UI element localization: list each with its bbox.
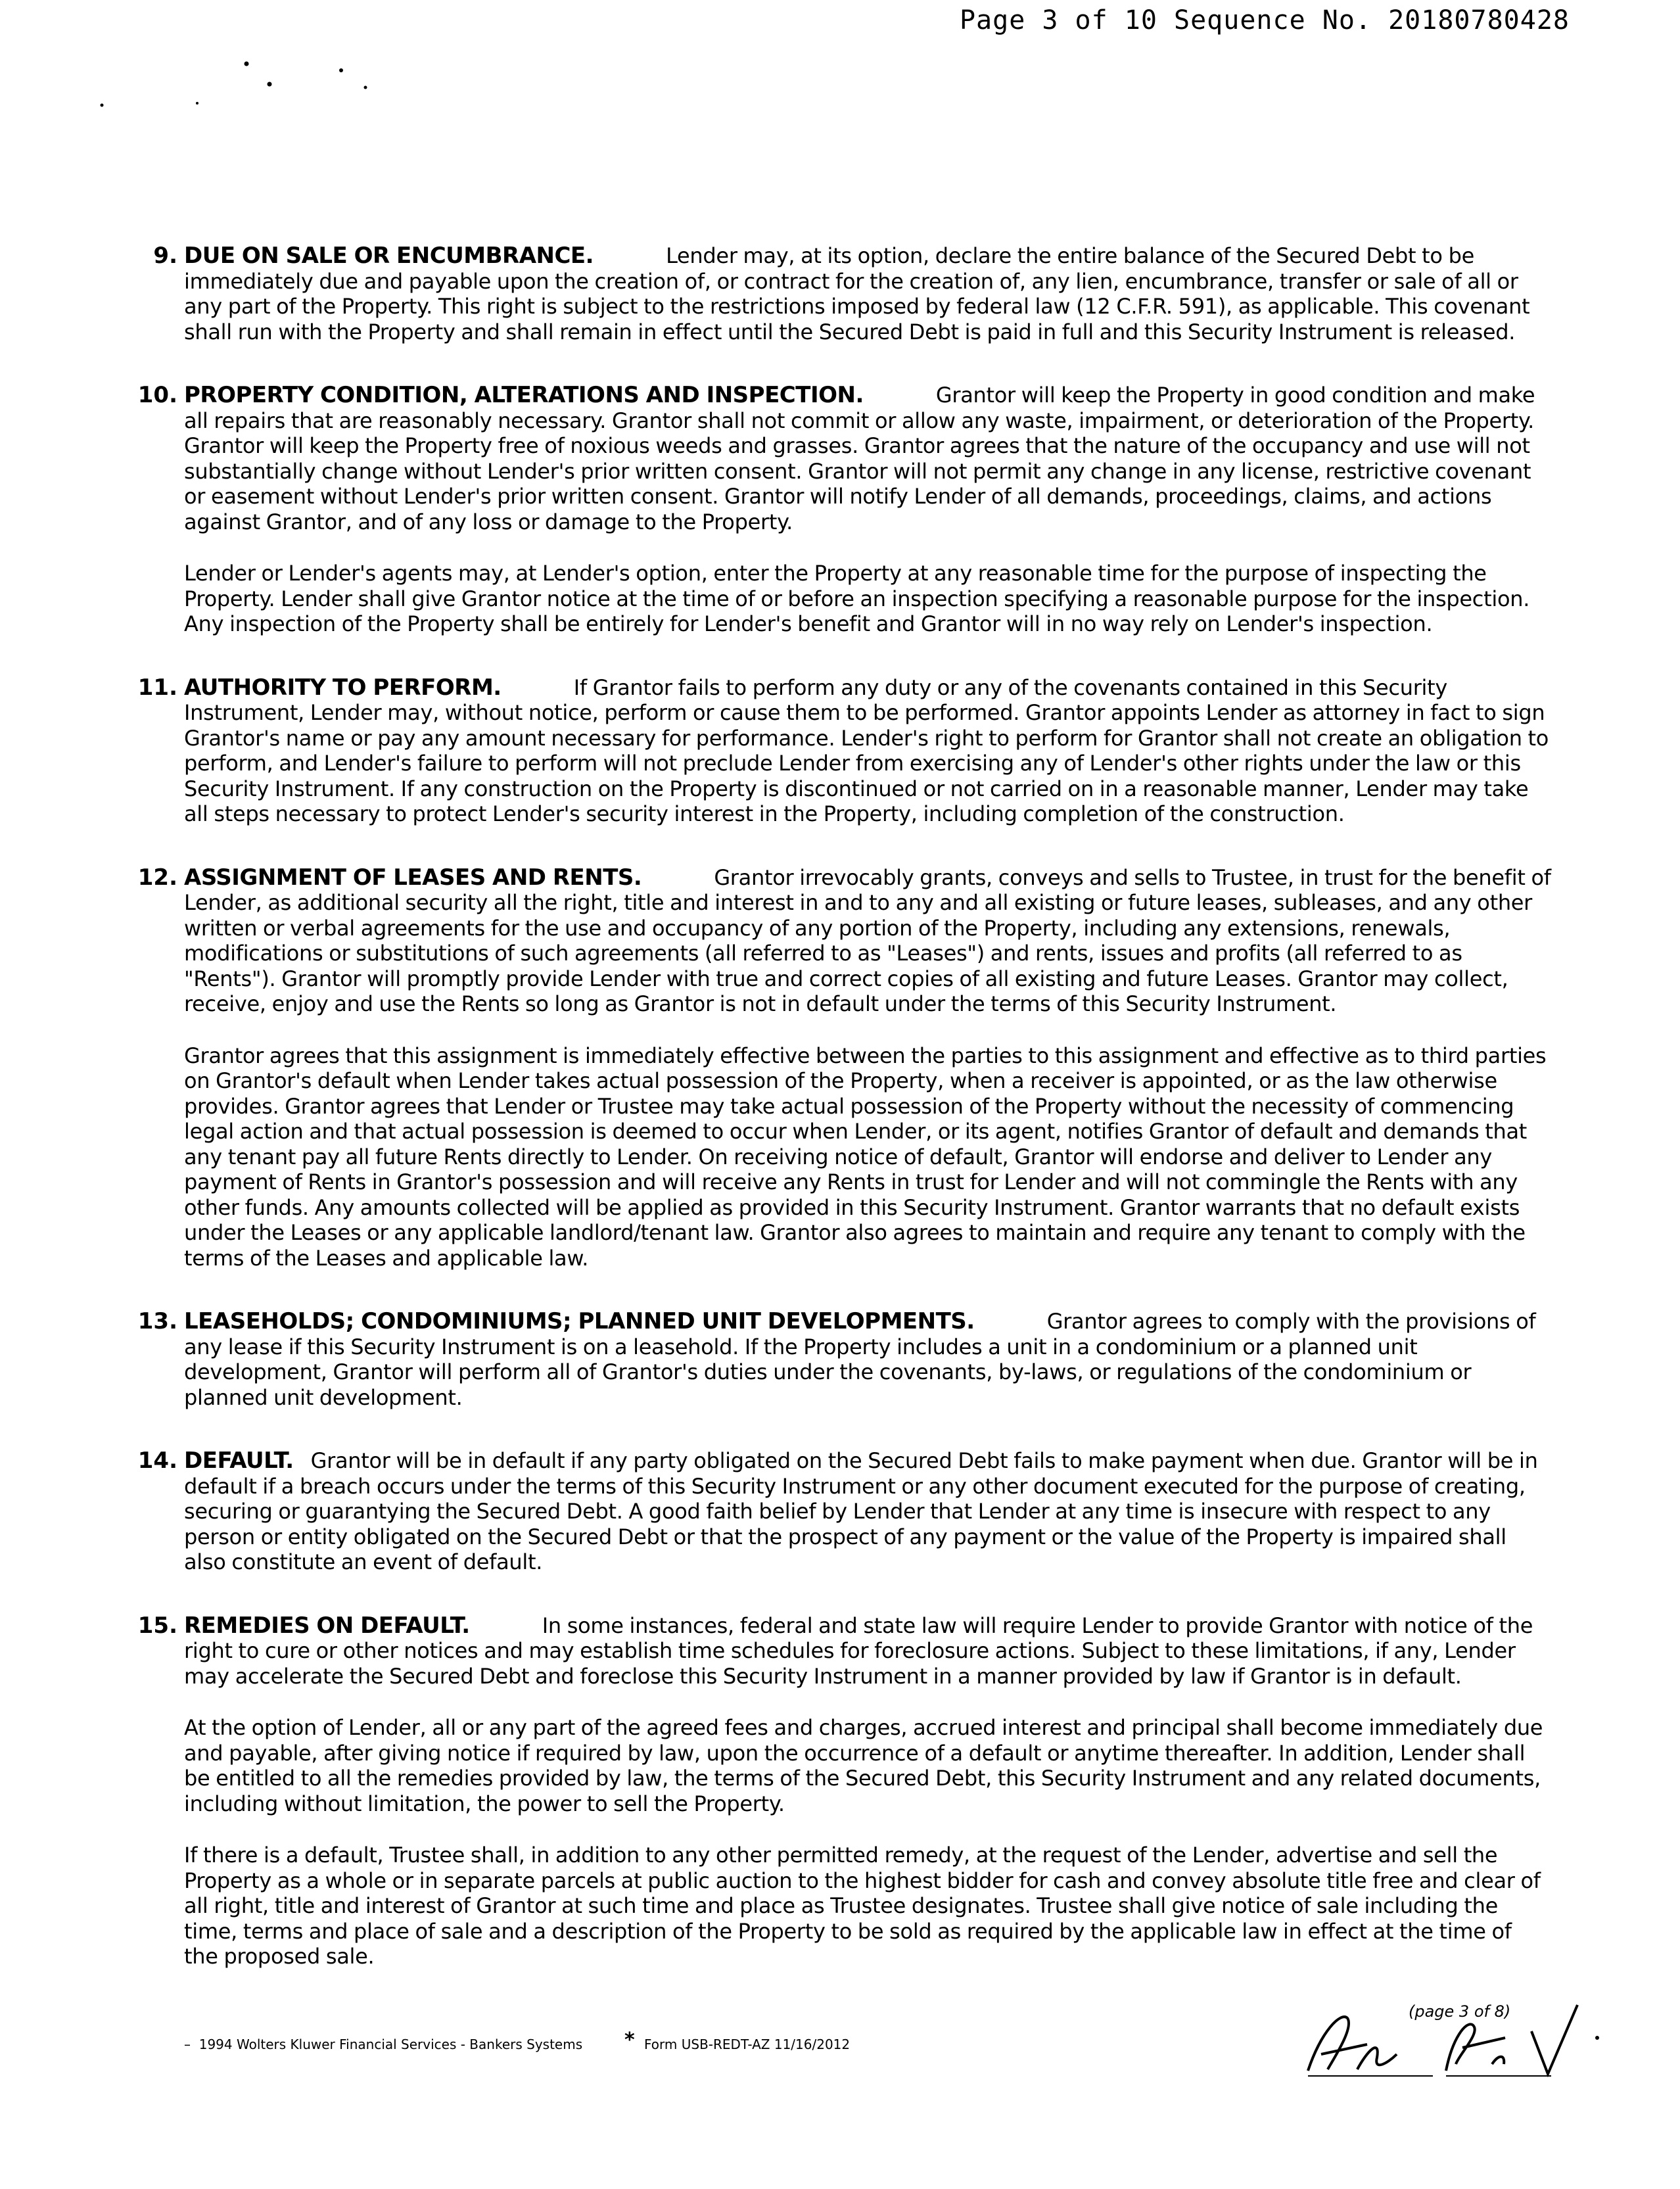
asterisk-mark: * bbox=[624, 2029, 635, 2052]
section-number: 14. bbox=[137, 1448, 177, 1474]
section-paragraph: Lender or Lender's agents may, at Lender's option, enter the Property at any reasonable time for the purpose of inspecting the Property. Lender shall give Grantor notice at the time of or before an inspection specifying a reasonable purpose for the inspection. Any inspection of the Property shall be entirely for Lender's benefit and Grantor will in no way rely on Lender's inspection. bbox=[184, 561, 1530, 636]
section-11 bbox=[131, 675, 1551, 827]
section-heading: DUE ON SALE OR ENCUMBRANCE. bbox=[184, 243, 594, 269]
section-paragraph: DEFAULT. Grantor will be in default if any party obligated on the Secured Debt fails to make payment when due. Grantor will be in default if a breach occurs under the terms of this Security Instrument or any other document executed for the purpose of creating, securing or guarantying the Secured Debt. A good faith belief by Lender that Lender at any time is insecure with respect to any person or entity obligated on the Secured Debt or that the prospect of any payment or the value of the Property is impaired shall also constitute an event of default. bbox=[184, 1448, 1538, 1574]
document-body bbox=[131, 243, 1551, 2008]
section-number: 10. bbox=[137, 382, 177, 408]
section-heading: ASSIGNMENT OF LEASES AND RENTS. bbox=[184, 864, 642, 891]
section-number: 13. bbox=[137, 1308, 177, 1334]
section-paragraph: ASSIGNMENT OF LEASES AND RENTS. Grantor irrevocably grants, conveys and sells to Trustee, in trust for the benefit of Lender, as additional security all the right, title and interest in and to any and all existing or future leases, subleases, and any other written or verbal agreements for the use and occupancy of any portion of the Property, including any extensions, renewals, modifications or substitutions of such agreements (all referred to as "Leases") and rents, issues and profits (all referred to as "Rents"). Grantor will promptly provide Lender with true and correct copies of all existing and future Leases. Grantor may collect, receive, enjoy and use the Rents so long as Grantor is not in default under the terms of this Security Instrument. bbox=[184, 864, 1551, 1016]
section-paragraph: Grantor agrees that this assignment is immediately effective between the parties to this assignment and effective as to third parties on Grantor's default when Lender takes actual possession of the Property, when a receiver is appointed, or as the law otherwise provides. Grantor agrees that Lender or Trustee may take actual possession of the Property without the necessity of commencing legal action and that actual possession is deemed to occur when Lender, or its agent, notifies Grantor of default and demands that any tenant pay all future Rents directly to Lender. On receiving notice of default, Grantor will endorse and deliver to Lender any payment of Rents in Grantor's possession and will receive any Rents in trust for Lender and will not commingle the Rents with any other funds. Any amounts collected will be applied as provided in this Security Instrument. Grantor warrants that no default exists under the Leases or any applicable landlord/tenant law. Grantor also agrees to maintain and require any tenant to comply with the terms of the Leases and applicable law. bbox=[184, 1043, 1547, 1271]
scan-specks bbox=[0, 0, 394, 131]
section-heading: REMEDIES ON DEFAULT. bbox=[184, 1612, 470, 1639]
section-number: 9. bbox=[153, 243, 177, 269]
section-paragraph: If there is a default, Trustee shall, in addition to any other permitted remedy, at the request of the Lender, advertise and sell the Property as a whole or in separate parcels at public auction to the highest bidder for cash and convey absolute title free and clear of all right, title and interest of Grantor at such time and place as Trustee designates. Trustee shall give notice of sale including the time, terms and place of sale and a description of the Property to be sold as required by the applicable law in effect at the time of the proposed sale. bbox=[184, 1843, 1541, 1969]
section-paragraph: REMEDIES ON DEFAULT. In some instances, federal and state law will require Lender to provide Grantor with notice of the right to cure or other notices and may establish time schedules for foreclosure actions. Subject to these limitations, if any, Lender may accelerate the Secured Debt and foreclose this Security Instrument in a manner provided by law if Grantor is in default. bbox=[184, 1612, 1533, 1689]
section-paragraph: At the option of Lender, all or any part of the agreed fees and charges, accrued interest and principal shall become immediately due and payable, after giving notice if required by law, upon the occurrence of a default or anytime thereafter. In addition, Lender shall be entitled to all the remedies provided by law, the terms of the Secured Debt, this Security Instrument and any related documents, including without limitation, the power to sell the Property. bbox=[184, 1715, 1543, 1816]
section-number: 11. bbox=[137, 674, 177, 701]
section-paragraph: AUTHORITY TO PERFORM. If Grantor fails to perform any duty or any of the covenants contained in this Security Instrument, Lender may, without notice, perform or cause them to be performed. Grantor appoints Lender as attorney in fact to sign Grantor's name or pay any amount necessary for performance. Lender's right to perform for Grantor shall not create an obligation to perform, and Lender's failure to perform will not preclude Lender from exercising any of Lender's other rights under the law or this Security Instrument. If any construction on the Property is discontinued or not carried on in a reasonable manner, Lender may take all steps necessary to protect Lender's security interest in the Property, including completion of the construction. bbox=[184, 674, 1549, 826]
section-heading: DEFAULT. bbox=[184, 1448, 294, 1474]
page-of-note: (page 3 of 8) bbox=[1409, 2002, 1511, 2021]
section-paragraph: LEASEHOLDS; CONDOMINIUMS; PLANNED UNIT DEVELOPMENTS. Grantor agrees to comply with the provisions of any lease if this Security Instrument is on a leasehold. If the Property includes a unit in a condominium or a planned unit development, Grantor will perform all of Grantor's duties under the covenants, by-laws, or regulations of the condominium or planned unit development. bbox=[184, 1308, 1536, 1410]
section-heading: PROPERTY CONDITION, ALTERATIONS AND INSPECTION. bbox=[184, 382, 864, 408]
section-13 bbox=[131, 1309, 1551, 1410]
section-paragraph: DUE ON SALE OR ENCUMBRANCE. Lender may, at its option, declare the entire balance of the Secured Debt to be immediately due and payable upon the creation of, or contract for the creation of, any lien, encumbrance, transfer or sale of all or any part of the Property. This right is subject to the restrictions imposed by federal law (12 C.F.R. 591), as applicable. This covenant shall run with the Property and shall remain in effect until the Secured Debt is paid in full and this Security Instrument is released. bbox=[184, 243, 1530, 344]
page-sequence-stamp: Page 3 of 10 Sequence No. 20180780428 bbox=[959, 5, 1570, 35]
section-9 bbox=[131, 243, 1551, 344]
section-number: 12. bbox=[137, 864, 177, 891]
section-paragraph: PROPERTY CONDITION, ALTERATIONS AND INSPECTION. Grantor will keep the Property in good condition and make all repairs that are reasonably necessary. Grantor shall not commit or allow any waste, impairment, or deterioration of the Property. Grantor will keep the Property free of noxious weeds and grasses. Grantor agrees that the nature of the occupancy and use will not substantially change without Lender's prior written consent. Grantor will not permit any change in any license, restrictive covenant or easement without Lender's prior written consent. Grantor will notify Lender of all demands, proceedings, claims, and actions against Grantor, and of any loss or damage to the Property. bbox=[184, 382, 1535, 534]
section-10 bbox=[131, 383, 1551, 637]
footer-copyright: – 1994 Wolters Kluwer Financial Services - Bankers Systems bbox=[184, 2036, 583, 2052]
section-15 bbox=[131, 1613, 1551, 1969]
section-12 bbox=[131, 865, 1551, 1271]
section-number: 15. bbox=[137, 1612, 177, 1639]
section-heading: LEASEHOLDS; CONDOMINIUMS; PLANNED UNIT DEVELOPMENTS. bbox=[184, 1308, 975, 1334]
footer-form-number: Form USB-REDT-AZ 11/16/2012 bbox=[644, 2036, 851, 2052]
section-heading: AUTHORITY TO PERFORM. bbox=[184, 674, 502, 701]
section-14 bbox=[131, 1448, 1551, 1575]
